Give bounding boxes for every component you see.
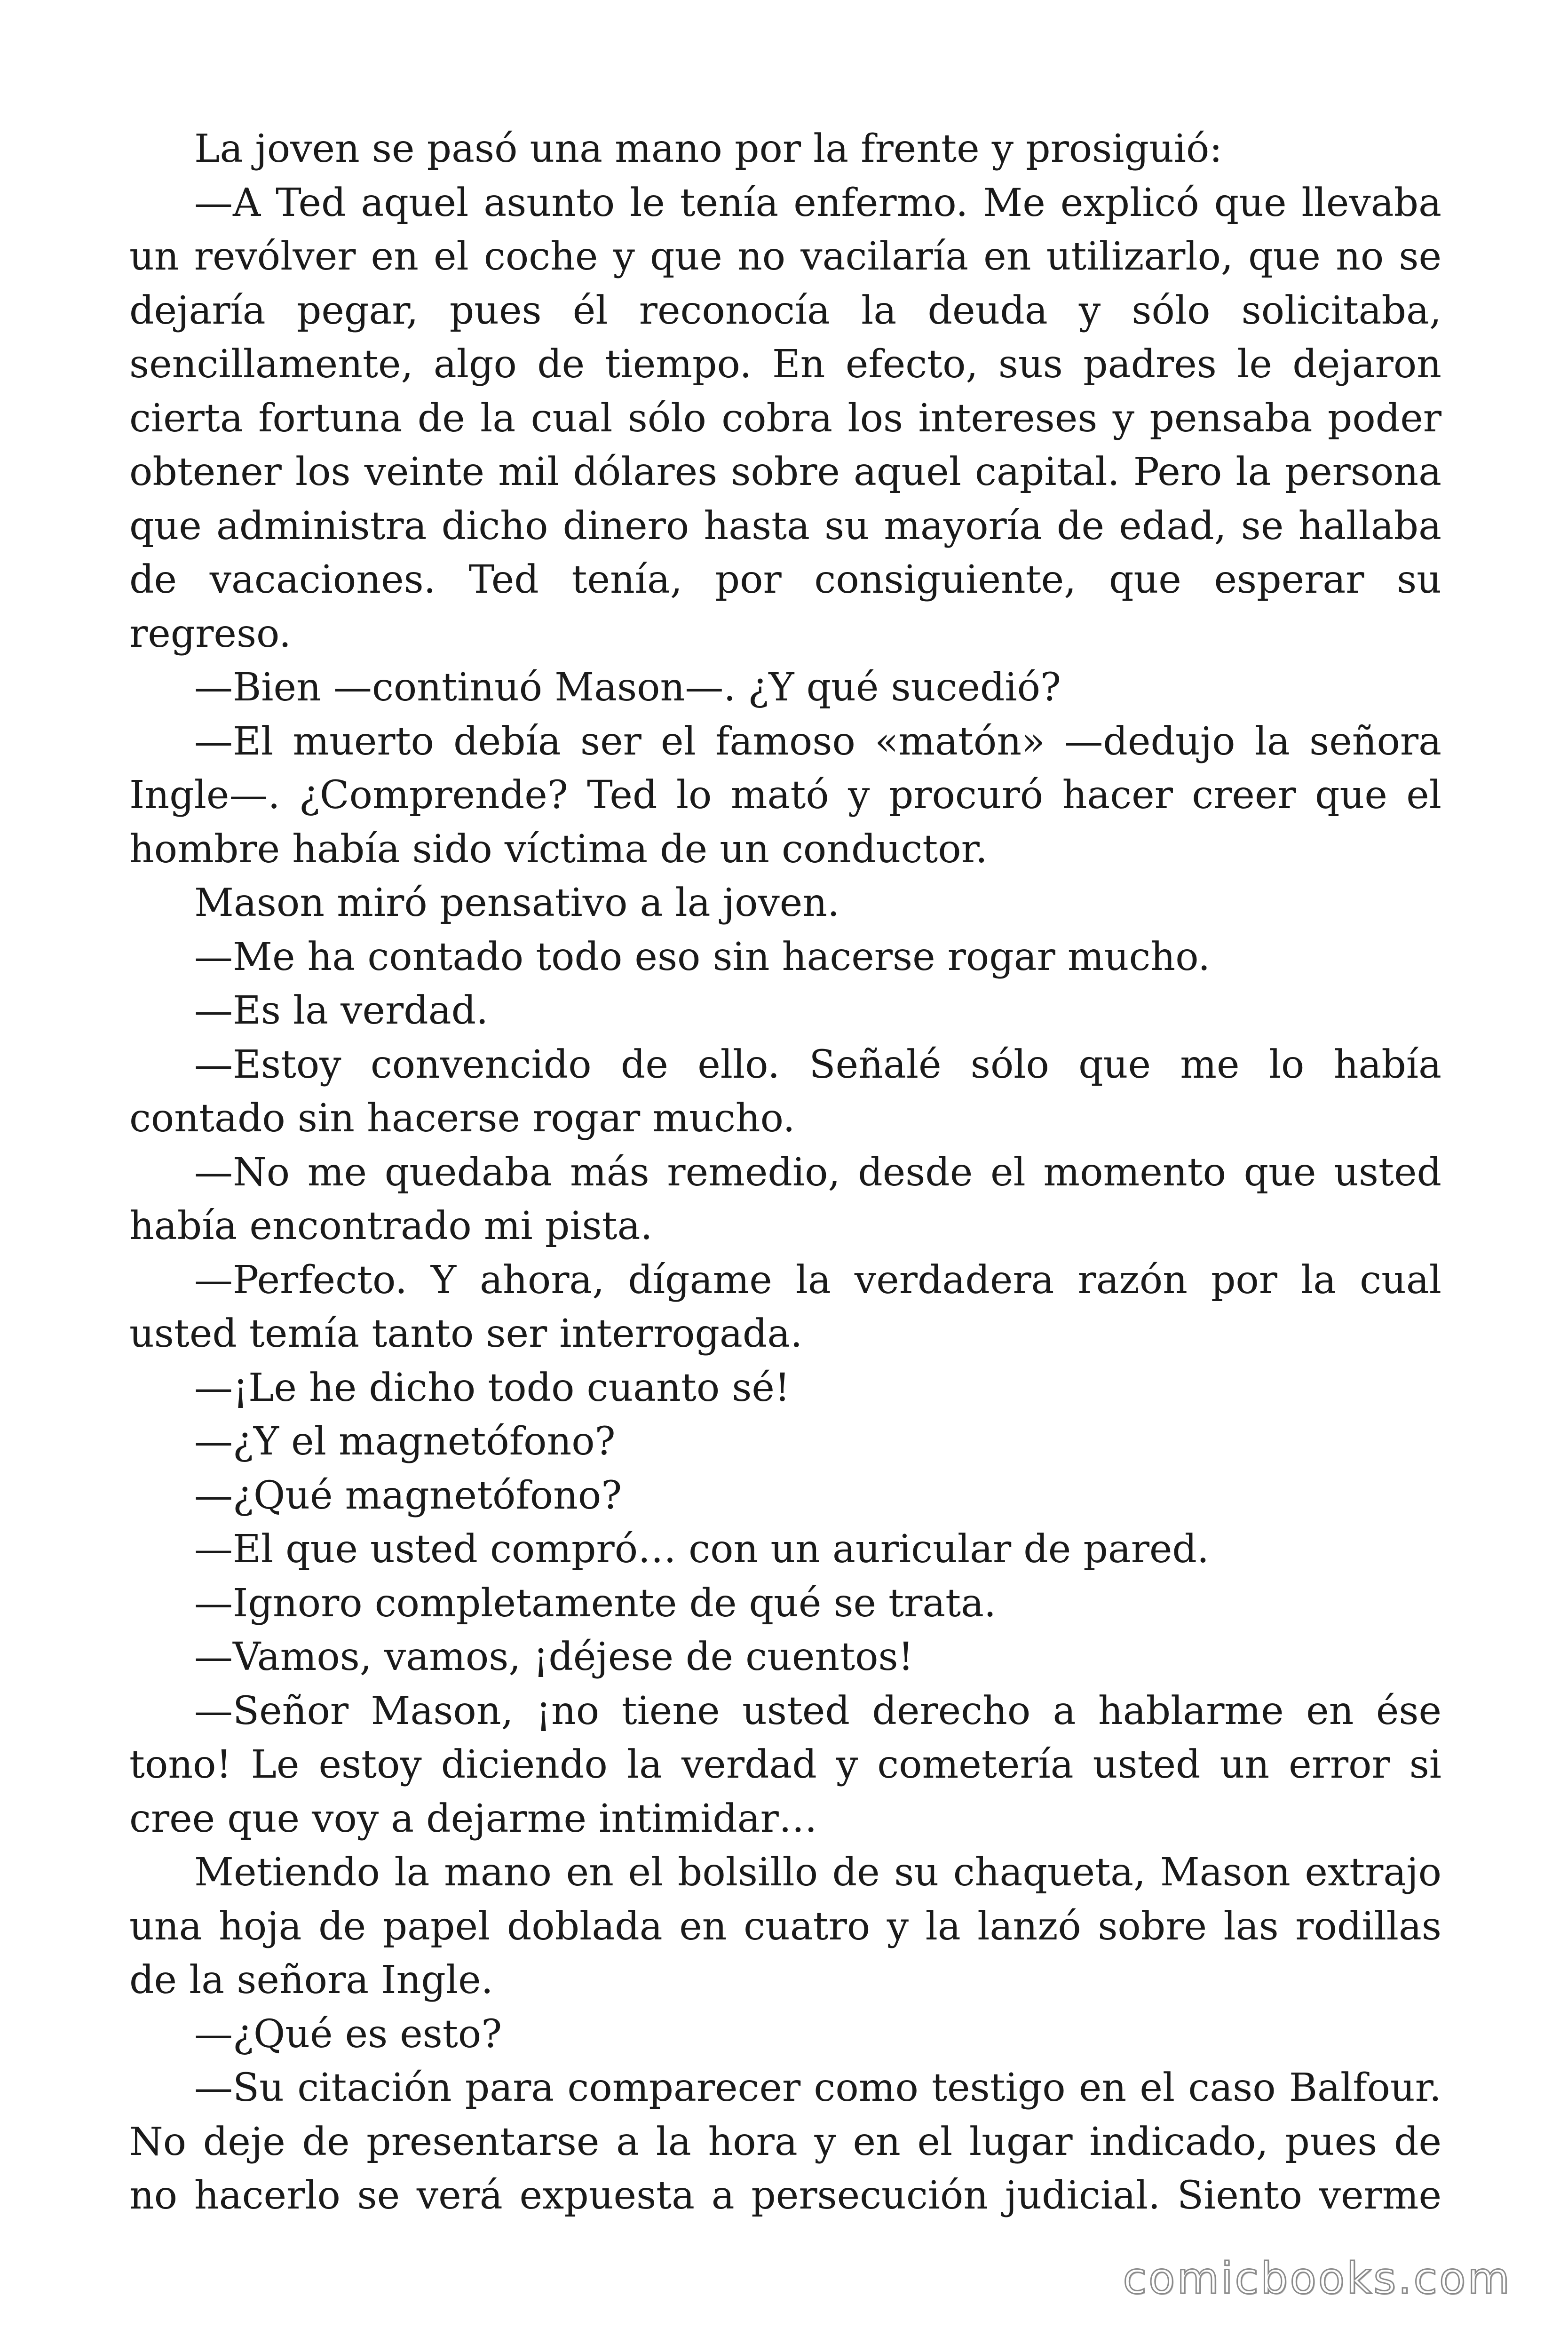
paragraph: —¿Qué es esto?: [194, 2011, 502, 2057]
paragraph: —El que usted compró… con un auricular de pared.: [194, 1527, 1209, 1572]
paragraph: —No me quedaba más remedio, desde el momento que usted había encontrado mi pista.: [129, 1150, 1441, 1248]
paragraph: —Bien —continuó Mason—. ¿Y qué sucedió?: [194, 665, 1061, 710]
paragraph: —Ignoro completamente de qué se trata.: [194, 1581, 997, 1626]
paragraph: Metiendo la mano en el bolsillo de su chaqueta, Mason extrajo una hoja de papel doblada en cuatro y la lanzó sobre las rodillas de la señora Ingle.: [129, 1850, 1441, 2002]
body-text: [129, 122, 1441, 2223]
paragraph: —Me ha contado todo eso sin hacerse rogar mucho.: [194, 934, 1211, 979]
paragraph: —¿Qué magnetófono?: [194, 1473, 622, 1518]
paragraph-continued: —Su citación para comparecer como testigo en el caso Balfour. No deje de presentarse a la hora y en el lugar indicado, pues de no hacerlo se verá expuesta a persecución judicial. Siento verme: [129, 2066, 1441, 2218]
paragraph: —El muerto debía ser el famoso «matón» —dedujo la señora Ingle—. ¿Comprende? Ted lo mató y procuró hacer creer que el hombre había sido víctima de un conductor.: [129, 719, 1441, 872]
paragraph: Mason miró pensativo a la joven.: [194, 881, 840, 925]
paragraph: —Es la verdad.: [194, 988, 489, 1033]
paragraph: La joven se pasó una mano por la frente y prosiguió:: [194, 127, 1222, 171]
paragraph: —A Ted aquel asunto le tenía enfermo. Me explicó que llevaba un revólver en el coche y que no vacilaría en utilizarlo, que no se dejaría pegar, pues él reconocía la deuda y sólo solicitaba, sencillamente, algo de tiempo. En efecto, sus padres le dejaron cierta fortuna de la cual sólo cobra los intereses y pensaba poder obtener los veinte mil dólares sobre aquel capital. Pero la persona que administra dicho dinero hasta su mayoría de edad, se hallaba de vacaciones. Ted tenía, por consiguiente, que esperar su regreso.: [129, 180, 1441, 656]
paragraph: —Perfecto. Y ahora, dígame la verdadera razón por la cual usted temía tanto ser interrogada.: [129, 1257, 1441, 1356]
paragraph: —Vamos, vamos, ¡déjese de cuentos!: [194, 1635, 914, 1679]
paragraph: —Estoy convencido de ello. Señalé sólo que me lo había contado sin hacerse rogar mucho.: [129, 1042, 1441, 1141]
paragraph: —¡Le he dicho todo cuanto sé!: [194, 1365, 790, 1410]
paragraph: —¿Y el magnetófono?: [194, 1419, 616, 1464]
paragraph: —Señor Mason, ¡no tiene usted derecho a hablarme en ése tono! Le estoy diciendo la verdad y cometería usted un error si cree que voy a dejarme intimidar…: [129, 1688, 1441, 1841]
watermark-logo: comicbooks.com: [1123, 2253, 1512, 2304]
